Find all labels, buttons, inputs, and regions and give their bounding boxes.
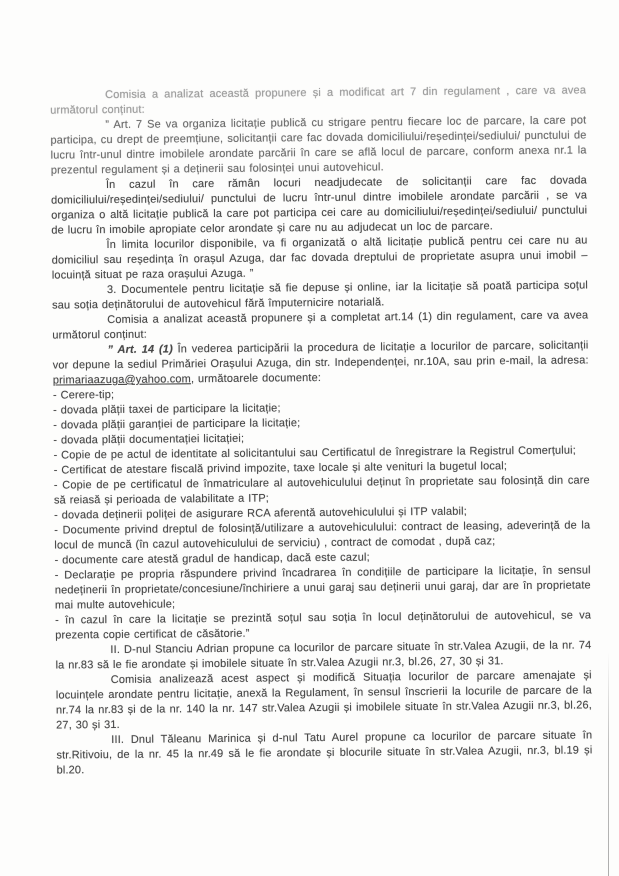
text-run: - Certificat de atestare fiscală privind impozite, taxe locale și alte venituri la bugetul local; [53, 460, 508, 477]
text-run: - în cazul în care la licitație se prezintă soțul sau soția în locul deținătorului de autovehicul, se va prezenta copie certificat de căsătorie.” [55, 609, 592, 642]
text-run: În limita locurilor disponibile, va fi organizată o altă licitație publică pentru cei care nu au domiciliul sau reședința în orașul Azuga, dar fac dovada dreptului de proprietate asupra unui imobil – locuință situat pe raza orașului Azuga. ” [51, 234, 588, 282]
list-item-declaratie [55, 563, 591, 613]
para-art14-quote [52, 338, 588, 388]
text-run: 3. Documentele pentru licitație să fie depuse și online, iar la licitație să poată participa soțul sau soția deținătorului de autovehicul fără împuternicire notarială. [52, 279, 588, 312]
text-run: - dovada plății taxei de participare la licitație; [53, 402, 281, 417]
text-run: - Documente privind dreptul de folosință/utilizare a autovehiculului: contract de leasing, adeverință de la locul de muncă (în cazul autovehiculului de serviciu) , contract de comodat , după caz; [54, 519, 591, 552]
para-locuri-neadjudecate [51, 173, 588, 238]
text-run: - Copie de pe actul de identitate al solicitantului sau Certificatul de înregistrare la Registrul Comerțului; [53, 444, 577, 462]
text-run: ” Art. 7 Se va organiza licitație publică cu strigare pentru fiecare loc de parcare, la care pot participa, cu drept de preemțiune, solicitanții care fac dovada domiciliului/reședinței/sediului/ punctului de lucru într-unul dintre imobilele arondate parcării în care se află locul de parcare, conform anexa nr.1 la prezentul regulament și a deținerii sau folosinței unui autovehicul. [50, 114, 587, 177]
text-run: - dovada plății documentației licitației; [53, 432, 245, 447]
text-run: - dovada deținerii poliței de asigurare RCA aferentă autovehiculului și ITP valabil; [54, 505, 467, 522]
para-art7-quote [50, 113, 587, 178]
text-run: În cazul în care rămân locuri neadjudecate de solicitanții care fac dovada domiciliului/reședinței/sediului/ punctului de lucru într-unul dintre imobilele arondate parcării , se va organiza o altă licitație publică la care pot participa cei care au domiciliului/reședinței/sediului/ punctului de lucru în imobile apropiate celor arondate și care nu au adjudecat un loc de parcare. [51, 174, 588, 237]
art14-heading: ” Art. 14 (1) [107, 343, 178, 357]
para-limita-locurilor [51, 233, 587, 283]
text-run: - Cerere-tip; [52, 388, 115, 402]
text-run: , următoarele documente: [190, 371, 322, 386]
document-body [50, 83, 593, 778]
text-run: III. Dnul Tăleanu Marinica și d-nul Tatu Aurel propune ca locurilor de parcare situate în str.Ritivoiu, de la nr. 45 la nr.49 să le fie arondate și blocurile situate în str.Valea Azugii, nr.3, bl.19 și bl.20. [56, 729, 593, 777]
text-run: II. D-nul Stanciu Adrian propune ca locurilor de parcare situate în str.Valea Azugii, de la nr. 74 la nr.83 să le fie arondate și imobilele situate în str.Valea Azugii nr.3, bl.26, 27, 30 și 31. [55, 639, 592, 672]
text-run: - Copie de pe certificatul de înmatriculare al autovehiculului deținut în proprietate sau folosință din care să reiasă și perioada de valabilitate a ITP; [53, 474, 590, 507]
para-comisia-analizeaza [56, 668, 593, 733]
text-run: Comisia a analizat această propunere și a modificat art 7 din regulament , care va avea următorul conținut: [50, 84, 587, 117]
text-run: Comisia analizează acest aspect și modifică Situația locurilor de parcare amenajate și locuințele arondate pentru licitație, anexă la Regulament, în sensul înscrierii la locurile de parcare de la nr.74 la nr.83 și de la nr. 140 la nr. 147 str.Valea Azugii și imobilele situate în str.Valea Azugii nr.3, bl.26, 27, 30 și 31. [55, 669, 593, 732]
text-run: Comisia a analizat această propunere și a completat art.14 (1) din regulament, care va avea următorul conținut: [52, 309, 589, 342]
text-run: - dovada plății garanției de participare la licitație; [53, 417, 301, 432]
text-run: - Declarație pe propria răspundere privind încadrarea în condițiile de participare la licitație, în sensul nedeținerii în proprietate/concesiune/închiriere a unui garaj sau deținerii unui garaj, dar are în proprietate mai multe autovehicule; [54, 564, 591, 612]
text-run: - documente care atestă gradul de handicap, dacă este cazul; [54, 551, 370, 567]
email-text: primariaazuga@yahoo.com [52, 373, 191, 387]
para-punct-III-taleanu [56, 728, 592, 778]
scan-edge-artifact [608, 652, 610, 876]
text-run: În vederea participării la procedura de licitație a locurilor de parcare, solicitanții vor depune la sediul Primăriei Orașului Azuga, din str. Independenței, nr.10A, sau prin e-mail, la adresa: [52, 339, 589, 372]
